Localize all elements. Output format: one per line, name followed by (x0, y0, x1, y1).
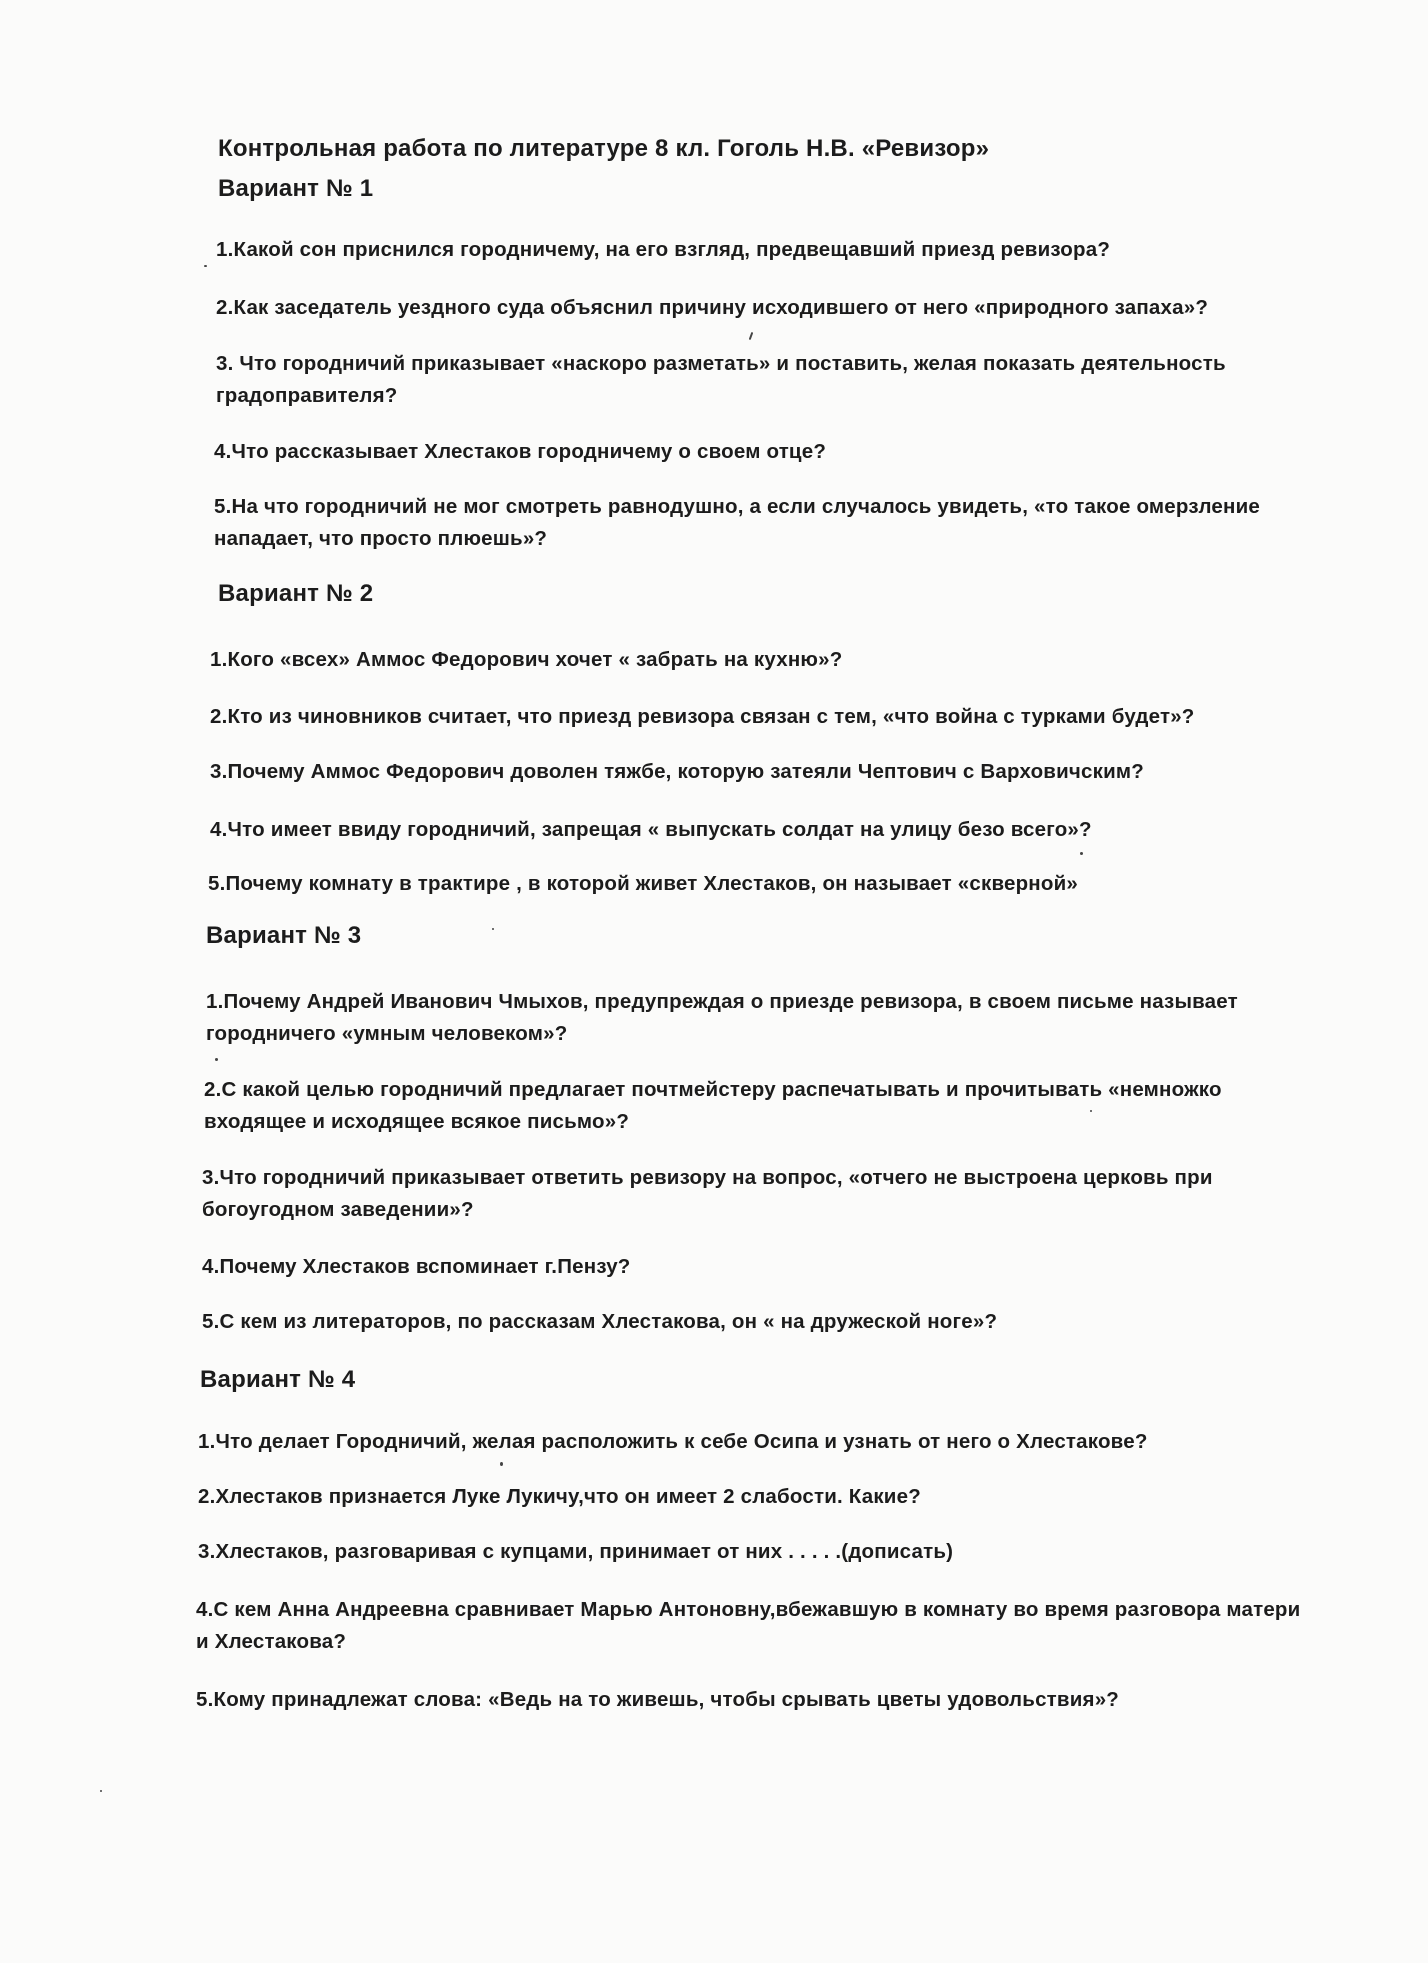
variant-1-question-2: 2.Как заседатель уездного суда объяснил причину исходившего от него «природного запаха»? (216, 296, 1209, 319)
question-line-2: богоугодном заведении»? (202, 1198, 474, 1221)
variant-2-question-1: 1.Кого «всех» Аммос Федорович хочет « забрать на кухню»? (210, 648, 843, 671)
variant-3-question-2 (204, 1078, 1222, 1134)
variant-4-question-2: 2.Хлестаков признается Луке Лукичу,что он имеет 2 слабости. Какие? (198, 1485, 921, 1508)
variant-1-question-1: 1.Какой сон приснился городничему, на его взгляд, предвещавший приезд ревизора? (216, 238, 1111, 261)
variant-3-question-1 (206, 990, 1238, 1046)
variant-3-question-4: 4.Почему Хлестаков вспоминает г.Пензу? (202, 1255, 631, 1278)
question-line-2: градоправителя? (216, 384, 398, 407)
scan-speck (215, 1058, 218, 1061)
variant-2-question-2: 2.Кто из чиновников считает, что приезд ревизора связан с тем, «что война с турками будет»? (210, 705, 1195, 728)
variant-2-question-4: 4.Что имеет ввиду городничий, запрещая « выпускать солдат на улицу безо всего»? (210, 818, 1092, 841)
variant-2-question-3: 3.Почему Аммос Федорович доволен тяжбе, которую затеяли Чептович с Варховичским? (210, 760, 1144, 783)
scan-speck (500, 1462, 503, 1466)
question-line-1: 5.На что городничий не мог смотреть равнодушно, а если случалось увидеть, «то такое омерзление (214, 495, 1260, 518)
variant-3-question-5: 5.С кем из литераторов, по рассказам Хлестакова, он « на дружеской ноге»? (202, 1310, 998, 1333)
scan-speck (749, 332, 754, 340)
document-title: Контрольная работа по литературе 8 кл. Гоголь Н.В. «Ревизор» (218, 135, 990, 162)
scan-speck (1090, 1110, 1092, 1112)
question-line-2: входящее и исходящее всякое письмо»? (204, 1110, 630, 1133)
variant-4-question-3: 3.Хлестаков, разговаривая с купцами, принимает от них . . . . .(дописать) (198, 1540, 954, 1563)
question-line-2: городничего «умным человеком»? (206, 1022, 568, 1045)
scan-speck (100, 1790, 102, 1792)
variant-4-question-4 (196, 1598, 1300, 1654)
question-line-1: 4.С кем Анна Андреевна сравнивает Марью Антоновну,вбежавшую в комнату во время разговора матери (196, 1598, 1301, 1621)
variant-4-question-5: 5.Кому принадлежат слова: «Ведь на то живешь, чтобы срывать цветы удовольствия»? (196, 1688, 1120, 1711)
scan-speck (204, 265, 207, 267)
variant-4-heading: Вариант № 4 (200, 1366, 356, 1393)
question-line-2: нападает, что просто плюешь»? (214, 527, 548, 550)
scan-speck (1080, 852, 1083, 855)
variant-3-heading: Вариант № 3 (206, 922, 362, 949)
variant-1-question-4: 4.Что рассказывает Хлестаков городничему о своем отце? (214, 440, 827, 463)
question-line-1: 1.Почему Андрей Иванович Чмыхов, предупреждая о приезде ревизора, в своем письме называет (206, 990, 1238, 1013)
variant-2-heading: Вариант № 2 (218, 580, 374, 607)
variant-1-question-3 (216, 352, 1226, 408)
variant-2-question-5: 5.Почему комнату в трактире , в которой живет Хлестаков, он называет «скверной» (208, 872, 1079, 895)
variant-1-question-5 (214, 495, 1260, 551)
question-line-1: 3.Что городничий приказывает ответить ревизору на вопрос, «отчего не выстроена церковь при (202, 1166, 1213, 1189)
scan-speck (492, 928, 494, 930)
variant-1-heading: Вариант № 1 (218, 175, 374, 202)
variant-4-question-1: 1.Что делает Городничий, желая расположить к себе Осипа и узнать от него о Хлестакове? (198, 1430, 1148, 1453)
question-line-2: и Хлестакова? (196, 1630, 347, 1653)
variant-3-question-3 (202, 1166, 1213, 1222)
question-line-1: 3. Что городничий приказывает «наскоро разметать» и поставить, желая показать деятельность (216, 352, 1226, 375)
question-line-1: 2.С какой целью городничий предлагает почтмейстеру распечатывать и прочитывать «немножко (204, 1078, 1222, 1101)
